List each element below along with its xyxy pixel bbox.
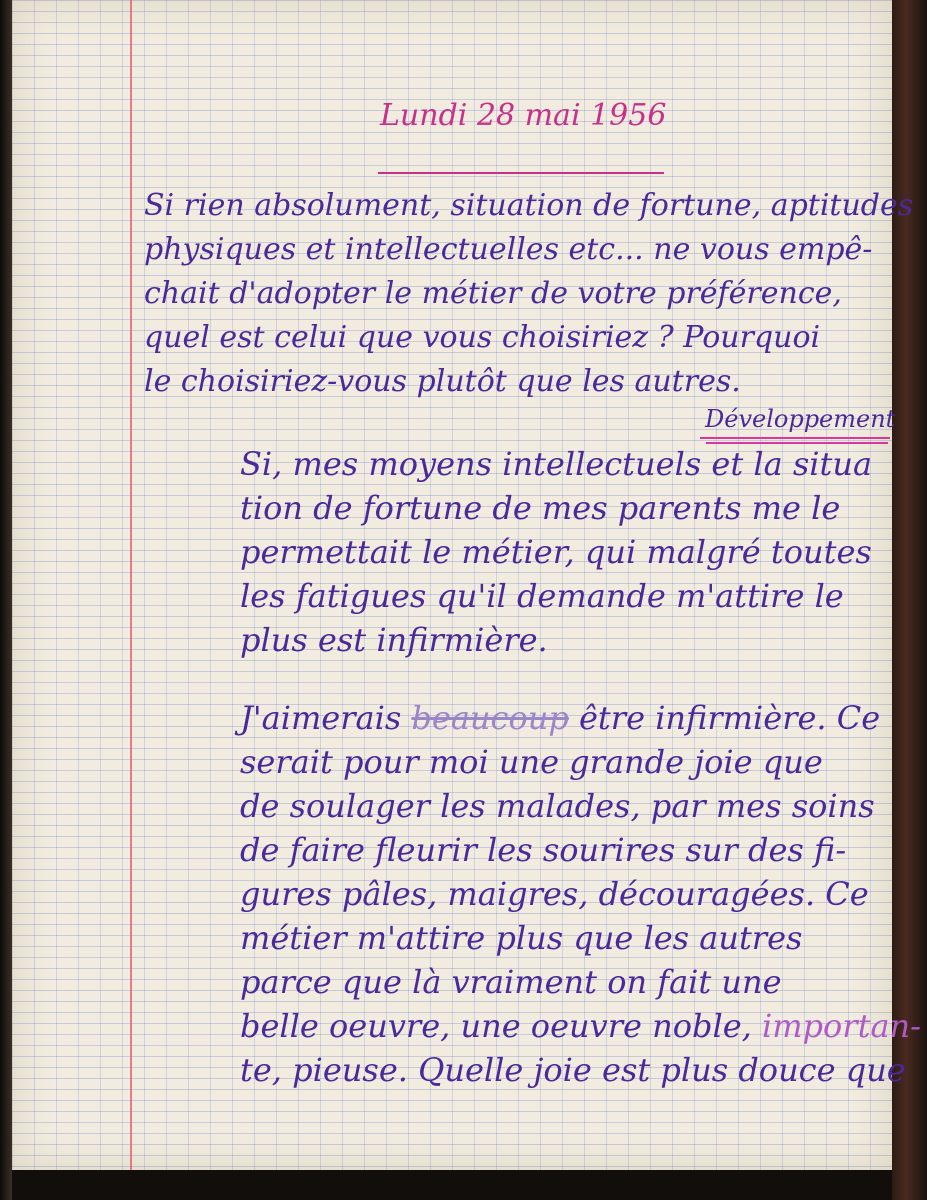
section-heading: Développement (705, 405, 896, 433)
paragraph2-text: importan- (761, 1007, 921, 1045)
date-underline (378, 172, 664, 174)
paragraph2-line: te, pieuse. Quelle joie est plus douce que (240, 1051, 906, 1089)
struck-word: beaucoup (411, 699, 569, 737)
paragraph2-line: métier m'attire plus que les autres (240, 919, 803, 957)
paragraph1-line: Si, mes moyens intellectuels et la situa (240, 445, 873, 483)
paragraph1-line: tion de fortune de mes parents me le (240, 489, 841, 527)
scan-background (12, 1170, 892, 1200)
paragraph2-line: de soulager les malades, par mes soins (240, 787, 875, 825)
paragraph2-text: J'aimerais (240, 699, 402, 737)
paragraph2-line: parce que là vraiment on fait une (240, 963, 782, 1001)
paragraph1-line: plus est infirmière. (240, 621, 548, 659)
paragraph2-line: gures pâles, maigres, découragées. Ce (240, 875, 869, 913)
margin-line (130, 0, 132, 1170)
paragraph2-text: être infirmière. Ce (578, 699, 881, 737)
paragraph1-line: permettait le métier, qui malgré toutes (240, 533, 872, 571)
question-line: quel est celui que vous choisiriez ? Pourquoi (144, 320, 821, 355)
question-line: physiques et intellectuelles etc... ne vous empê- (144, 232, 873, 267)
question-line: chait d'adopter le métier de votre préférence, (144, 276, 842, 311)
paragraph2-line: de faire fleurir les sourires sur des fi- (240, 831, 847, 869)
heading-underline (706, 442, 888, 444)
paragraph1-line: les fatigues qu'il demande m'attire le (240, 577, 844, 615)
page-date: Lundi 28 mai 1956 (380, 98, 667, 133)
paragraph2-line: serait pour moi une grande joie que (240, 743, 823, 781)
paragraph2-line (240, 1007, 921, 1045)
heading-underline (700, 437, 890, 439)
question-line: Si rien absolument, situation de fortune, aptitudes (144, 188, 914, 223)
question-line: le choisiriez-vous plutôt que les autres. (144, 364, 741, 399)
paragraph2-text: belle oeuvre, une oeuvre noble, (240, 1007, 752, 1045)
paragraph2-line (240, 699, 880, 737)
notebook-binding (0, 0, 12, 1200)
